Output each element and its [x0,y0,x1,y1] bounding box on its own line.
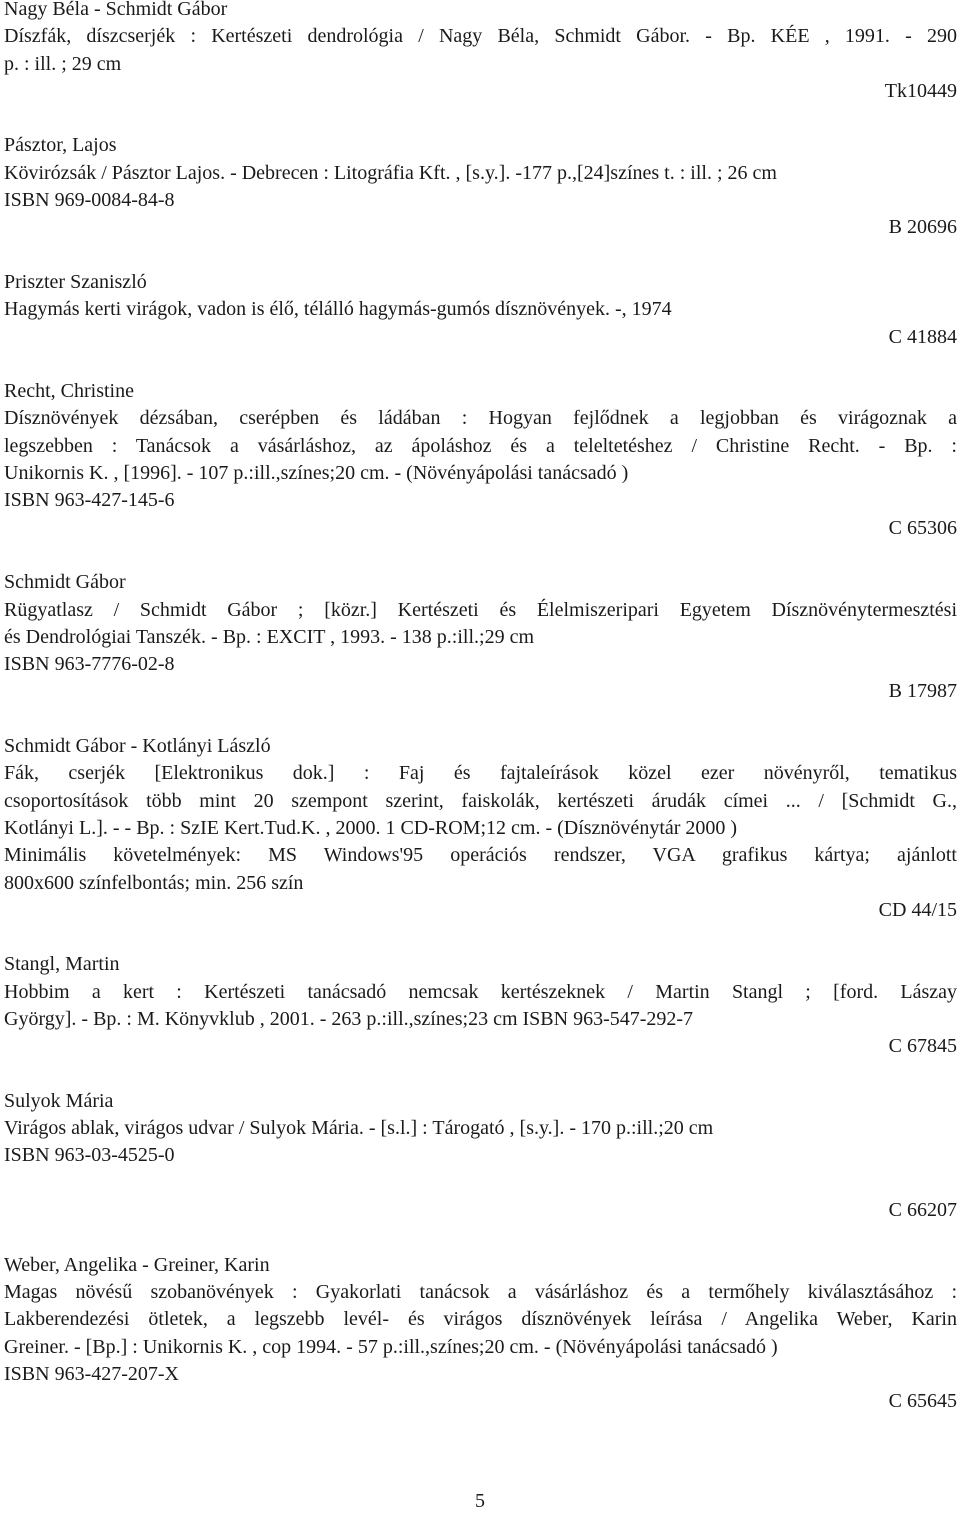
entry-author: Priszter Szaniszló [4,270,147,293]
entry-title-line: csoportosítások több mint 20 szempont szerint, faiskolák, kertészeti árudák címei ... / [Schmidt G., [4,789,957,812]
catalog-entry [4,951,957,1060]
entry-isbn: ISBN 969-0084-84-8 [4,189,175,212]
entry-author: Weber, Angelika - Greiner, Karin [4,1253,270,1276]
call-number: C 65645 [888,1390,957,1413]
entry-isbn: ISBN 963-7776-02-8 [4,653,175,676]
call-number: C 65306 [888,516,957,539]
entry-author: Schmidt Gábor [4,571,126,594]
entry-author: Stangl, Martin [4,953,120,976]
entry-description-line: Kotlányi L.]. - - Bp. : SzIE Kert.Tud.K. , 2000. 1 CD-ROM;12 cm. - (Dísznövénytár 2000 ) [4,816,738,839]
catalog-entry [4,569,957,705]
entry-author: Sulyok Mária [4,1089,114,1112]
call-number: Tk10449 [884,79,957,102]
call-number: C 66207 [888,1199,957,1222]
entry-title-line: Kövirózsák / Pásztor Lajos. - Debrecen : Litográfia Kft. , [s.y.]. -177 p.,[24]színes t. : ill. ; 26 cm [4,161,777,184]
catalog-entry [4,1088,957,1224]
entry-title-line: Lakberendezési ötletek, a legszebb levél- és virágos dísznövények leírása / Angelika Weber, Karin [4,1308,957,1331]
entry-description-line: p. : ill. ; 29 cm [4,52,122,75]
call-number: B 20696 [888,216,957,239]
entry-description-line: Greiner. - [Bp.] : Unikornis K. , cop 1994. - 57 p.:ill.,színes;20 cm. - (Növényápolási tanácsadó ) [4,1335,778,1358]
entry-title-line: Díszfák, díszcserjék : Kertészeti dendrológia / Nagy Béla, Schmidt Gábor. - Bp. KÉE , 1991. - 290 [4,25,957,48]
entry-title-line: Fák, cserjék [Elektronikus dok.] : Faj és fajtaleírások közel ezer növényről, tematikus [4,762,957,785]
call-number: CD 44/15 [878,898,957,921]
catalog-entry [4,269,957,351]
entry-title-line: Rügyatlasz / Schmidt Gábor ; [közr.] Kertészeti és Élelmiszeripari Egyetem Dísznövénytermesztési [4,598,957,621]
entry-author: Nagy Béla - Schmidt Gábor [4,0,228,20]
entry-author: Recht, Christine [4,380,134,403]
entry-title-line: Virágos ablak, virágos udvar / Sulyok Mária. - [s.l.] : Tárogató , [s.y.]. - 170 p.:ill.;20 cm [4,1117,714,1140]
entry-isbn: ISBN 963-03-4525-0 [4,1144,175,1167]
entry-description-line: György]. - Bp. : M. Könyvklub , 2001. - 263 p.:ill.,színes;23 cm ISBN 963-547-292-7 [4,1007,694,1030]
call-number: C 41884 [888,325,957,348]
entry-note-line: 800x600 színfelbontás; min. 256 szín [4,871,304,894]
entry-description-line: Unikornis K. , [1996]. - 107 p.:ill.,színes;20 cm. - (Növényápolási tanácsadó ) [4,462,629,485]
catalog-entry [4,733,957,924]
entry-isbn: ISBN 963-427-145-6 [4,489,175,512]
entry-title-line: Magas növésű szobanövények : Gyakorlati tanácsok a vásárláshoz és a termőhely kiválasztásához : [4,1280,957,1303]
entry-author: Schmidt Gábor - Kotlányi László [4,735,271,758]
catalog-page [4,0,957,1415]
page-number: 5 [475,1490,485,1512]
catalog-entry [4,378,957,542]
catalog-entry [4,132,957,241]
entry-author: Pásztor, Lajos [4,134,117,157]
call-number: C 67845 [888,1035,957,1058]
entry-isbn: ISBN 963-427-207-X [4,1362,179,1385]
entry-note-line: Minimális követelmények: MS Windows'95 operációs rendszer, VGA grafikus kártya; ajánlott [4,844,957,867]
catalog-entry [4,0,957,105]
call-number: B 17987 [888,680,957,703]
entry-title-line: Hobbim a kert : Kertészeti tanácsadó nemcsak kertészeknek / Martin Stangl ; [ford. Lászay [4,980,957,1003]
catalog-entry [4,1252,957,1416]
entry-title-line: Hagymás kerti virágok, vadon is élő, télálló hagymás-gumós dísznövények. -, 1974 [4,298,672,321]
entry-title-line: legszebben : Tanácsok a vásárláshoz, az ápoláshoz és a teleltetéshez / Christine Recht. - Bp. : [4,434,957,457]
entry-title-line: Dísznövények dézsában, cserépben és ládában : Hogyan fejlődnek a legjobban és virágoznak a [4,407,957,430]
entry-description-line: és Dendrológiai Tanszék. - Bp. : EXCIT , 1993. - 138 p.:ill.;29 cm [4,625,535,648]
